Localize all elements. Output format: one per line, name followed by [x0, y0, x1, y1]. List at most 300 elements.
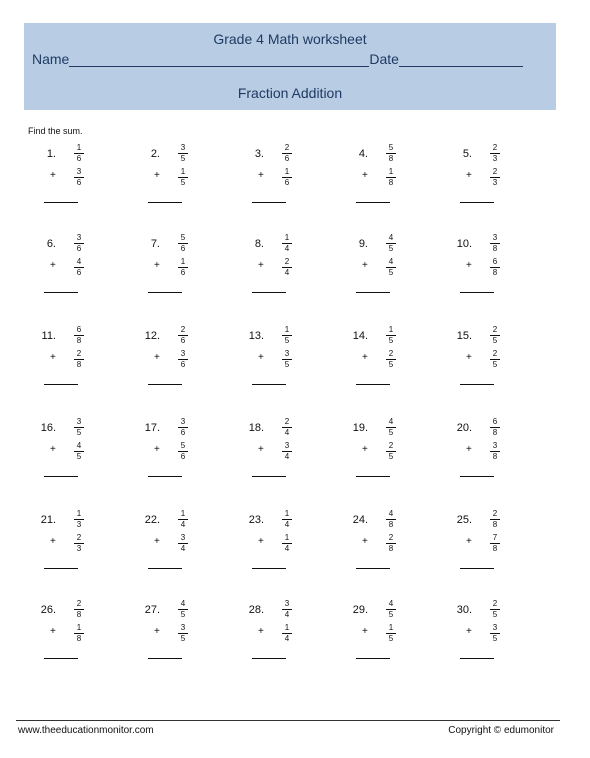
denominator: 5: [388, 610, 394, 619]
problem-item: [440, 233, 510, 308]
answer-line[interactable]: [148, 568, 182, 569]
first-fraction: [176, 510, 190, 529]
answer-line[interactable]: [460, 202, 494, 203]
first-fraction: [488, 234, 502, 253]
denominator: 6: [76, 154, 82, 163]
first-fraction: [384, 600, 398, 619]
answer-line[interactable]: [44, 384, 78, 385]
answer-line[interactable]: [44, 658, 78, 659]
numerator: 1: [284, 509, 290, 518]
plus-sign: +: [258, 444, 264, 455]
problem-number: 7.: [150, 238, 160, 250]
numerator: 2: [284, 417, 290, 426]
problem-number: 19.: [352, 422, 368, 434]
denominator: 6: [284, 178, 290, 187]
denominator: 4: [284, 610, 290, 619]
numerator: 3: [284, 599, 290, 608]
denominator: 4: [284, 428, 290, 437]
numerator: 4: [180, 599, 186, 608]
problem-number: 6.: [46, 238, 56, 250]
numerator: 3: [180, 349, 186, 358]
plus-sign: +: [466, 626, 472, 637]
numerator: 6: [492, 257, 498, 266]
first-fraction: [280, 510, 294, 529]
answer-line[interactable]: [252, 384, 286, 385]
second-fraction: [488, 534, 502, 553]
problem-item: [128, 599, 198, 674]
numerator: 2: [284, 257, 290, 266]
name-label: Name: [32, 51, 70, 67]
plus-sign: +: [50, 444, 56, 455]
denominator: 5: [492, 610, 498, 619]
plus-sign: +: [362, 444, 368, 455]
answer-line[interactable]: [356, 384, 390, 385]
name-field[interactable]: [69, 52, 369, 67]
problem-number: 8.: [254, 238, 264, 250]
first-fraction: [384, 234, 398, 253]
denominator: 6: [180, 336, 186, 345]
answer-line[interactable]: [252, 658, 286, 659]
denominator: 6: [76, 178, 82, 187]
problem-item: [128, 325, 198, 400]
first-fraction: [488, 600, 502, 619]
problem-number: 10.: [456, 238, 472, 250]
problem-number: 3.: [254, 148, 264, 160]
second-fraction: [72, 534, 86, 553]
problem-number: 13.: [248, 330, 264, 342]
denominator: 8: [388, 178, 394, 187]
denominator: 4: [284, 544, 290, 553]
numerator: 3: [180, 623, 186, 632]
denominator: 8: [388, 154, 394, 163]
second-fraction: [384, 350, 398, 369]
date-label: Date: [369, 51, 399, 67]
denominator: 4: [284, 268, 290, 277]
answer-line[interactable]: [148, 658, 182, 659]
numerator: 2: [388, 441, 394, 450]
denominator: 5: [180, 634, 186, 643]
denominator: 5: [76, 428, 82, 437]
problem-item: [128, 233, 198, 308]
first-fraction: [72, 600, 86, 619]
answer-line[interactable]: [356, 658, 390, 659]
denominator: 8: [76, 360, 82, 369]
problem-number: 11.: [41, 330, 56, 342]
numerator: 3: [180, 417, 186, 426]
numerator: 2: [76, 533, 82, 542]
numerator: 2: [492, 167, 498, 176]
numerator: 1: [284, 233, 290, 242]
plus-sign: +: [362, 170, 368, 181]
answer-line[interactable]: [148, 202, 182, 203]
numerator: 4: [388, 599, 394, 608]
problem-item: [128, 509, 198, 584]
numerator: 2: [284, 143, 290, 152]
answer-line[interactable]: [356, 202, 390, 203]
answer-line[interactable]: [460, 568, 494, 569]
denominator: 5: [492, 360, 498, 369]
plus-sign: +: [154, 626, 160, 637]
denominator: 8: [492, 244, 498, 253]
numerator: 1: [388, 623, 394, 632]
plus-sign: +: [50, 536, 56, 547]
numerator: 2: [180, 325, 186, 334]
denominator: 6: [76, 268, 82, 277]
numerator: 7: [492, 533, 498, 542]
worksheet-header: [24, 23, 556, 110]
numerator: 1: [388, 167, 394, 176]
answer-line[interactable]: [460, 384, 494, 385]
numerator: 1: [76, 509, 82, 518]
numerator: 4: [76, 441, 82, 450]
problem-item: [336, 417, 406, 492]
first-fraction: [72, 418, 86, 437]
denominator: 5: [492, 336, 498, 345]
worksheet-title: Grade 4 Math worksheet: [213, 31, 367, 47]
first-fraction: [72, 326, 86, 345]
denominator: 8: [76, 336, 82, 345]
numerator: 4: [388, 257, 394, 266]
plus-sign: +: [50, 626, 56, 637]
second-fraction: [176, 534, 190, 553]
denominator: 3: [492, 178, 498, 187]
numerator: 2: [492, 143, 498, 152]
first-fraction: [176, 234, 190, 253]
first-fraction: [280, 326, 294, 345]
numerator: 2: [492, 325, 498, 334]
plus-sign: +: [258, 170, 264, 181]
problem-number: 12.: [144, 330, 160, 342]
problem-item: [24, 509, 94, 584]
second-fraction: [280, 350, 294, 369]
first-fraction: [384, 418, 398, 437]
problem-item: [232, 509, 302, 584]
numerator: 3: [180, 143, 186, 152]
plus-sign: +: [362, 626, 368, 637]
problem-number: 27.: [144, 604, 160, 616]
answer-line[interactable]: [356, 568, 390, 569]
answer-line[interactable]: [460, 292, 494, 293]
denominator: 4: [180, 544, 186, 553]
denominator: 8: [76, 634, 82, 643]
denominator: 4: [284, 634, 290, 643]
instruction-text: Find the sum.: [28, 126, 83, 136]
answer-line[interactable]: [252, 202, 286, 203]
numerator: 4: [388, 233, 394, 242]
problem-item: [336, 233, 406, 308]
second-fraction: [280, 534, 294, 553]
numerator: 1: [180, 509, 186, 518]
denominator: 8: [76, 610, 82, 619]
denominator: 6: [180, 268, 186, 277]
answer-line[interactable]: [252, 292, 286, 293]
problem-item: [440, 325, 510, 400]
plus-sign: +: [466, 536, 472, 547]
second-fraction: [384, 624, 398, 643]
problem-number: 18.: [248, 422, 264, 434]
plus-sign: +: [258, 352, 264, 363]
problem-number: 16.: [40, 422, 56, 434]
first-fraction: [384, 144, 398, 163]
plus-sign: +: [258, 536, 264, 547]
footer-website: www.theeducationmonitor.com: [18, 725, 154, 736]
answer-line[interactable]: [460, 476, 494, 477]
denominator: 5: [180, 178, 186, 187]
denominator: 5: [284, 336, 290, 345]
numerator: 3: [492, 441, 498, 450]
numerator: 2: [388, 533, 394, 542]
denominator: 5: [388, 360, 394, 369]
problem-number: 14.: [352, 330, 368, 342]
denominator: 4: [284, 452, 290, 461]
denominator: 5: [388, 336, 394, 345]
numerator: 4: [388, 509, 394, 518]
answer-line[interactable]: [356, 476, 390, 477]
numerator: 1: [284, 623, 290, 632]
answer-line[interactable]: [356, 292, 390, 293]
problem-number: 26.: [40, 604, 56, 616]
problem-number: 30.: [456, 604, 472, 616]
plus-sign: +: [258, 260, 264, 271]
second-fraction: [72, 442, 86, 461]
numerator: 1: [284, 167, 290, 176]
plus-sign: +: [466, 352, 472, 363]
second-fraction: [280, 168, 294, 187]
denominator: 6: [76, 244, 82, 253]
problem-number: 25.: [456, 514, 472, 526]
problem-item: [336, 325, 406, 400]
answer-line[interactable]: [148, 384, 182, 385]
name-date-row: [32, 51, 548, 67]
answer-line[interactable]: [252, 568, 286, 569]
problem-number: 22.: [144, 514, 160, 526]
denominator: 8: [388, 544, 394, 553]
first-fraction: [280, 418, 294, 437]
first-fraction: [488, 418, 502, 437]
denominator: 3: [76, 520, 82, 529]
plus-sign: +: [362, 352, 368, 363]
problem-number: 24.: [352, 514, 368, 526]
answer-line[interactable]: [44, 568, 78, 569]
problem-number: 20.: [456, 422, 472, 434]
problem-number: 28.: [248, 604, 264, 616]
plus-sign: +: [154, 170, 160, 181]
numerator: 2: [492, 599, 498, 608]
plus-sign: +: [50, 170, 56, 181]
numerator: 5: [180, 441, 186, 450]
plus-sign: +: [50, 352, 56, 363]
problem-number: 9.: [358, 238, 368, 250]
answer-line[interactable]: [148, 292, 182, 293]
numerator: 1: [284, 325, 290, 334]
denominator: 4: [180, 520, 186, 529]
problem-number: 17.: [144, 422, 160, 434]
answer-line[interactable]: [44, 202, 78, 203]
second-fraction: [72, 258, 86, 277]
problem-number: 29.: [352, 604, 368, 616]
numerator: 2: [76, 349, 82, 358]
second-fraction: [384, 258, 398, 277]
problem-item: [440, 143, 510, 218]
first-fraction: [280, 144, 294, 163]
first-fraction: [280, 600, 294, 619]
denominator: 3: [492, 154, 498, 163]
plus-sign: +: [50, 260, 56, 271]
first-fraction: [488, 510, 502, 529]
problem-number: 1.: [46, 148, 56, 160]
plus-sign: +: [466, 260, 472, 271]
denominator: 6: [180, 428, 186, 437]
numerator: 1: [76, 143, 82, 152]
second-fraction: [488, 442, 502, 461]
answer-line[interactable]: [460, 658, 494, 659]
second-fraction: [72, 624, 86, 643]
problem-number: 5.: [462, 148, 472, 160]
numerator: 4: [388, 417, 394, 426]
plus-sign: +: [154, 444, 160, 455]
first-fraction: [488, 326, 502, 345]
denominator: 8: [492, 268, 498, 277]
footer-copyright: Copyright © edumonitor: [448, 725, 554, 736]
first-fraction: [384, 510, 398, 529]
second-fraction: [176, 258, 190, 277]
first-fraction: [176, 418, 190, 437]
plus-sign: +: [466, 444, 472, 455]
denominator: 5: [76, 452, 82, 461]
second-fraction: [176, 350, 190, 369]
denominator: 5: [388, 428, 394, 437]
problem-number: 2.: [150, 148, 160, 160]
problem-item: [232, 233, 302, 308]
denominator: 5: [388, 452, 394, 461]
plus-sign: +: [362, 260, 368, 271]
numerator: 3: [76, 417, 82, 426]
second-fraction: [280, 624, 294, 643]
worksheet-subtitle: Fraction Addition: [237, 85, 343, 101]
second-fraction: [488, 258, 502, 277]
first-fraction: [176, 600, 190, 619]
numerator: 2: [492, 509, 498, 518]
problem-item: [440, 417, 510, 492]
denominator: 6: [180, 244, 186, 253]
numerator: 2: [388, 349, 394, 358]
problem-item: [336, 599, 406, 674]
numerator: 5: [180, 233, 186, 242]
first-fraction: [72, 510, 86, 529]
second-fraction: [488, 624, 502, 643]
first-fraction: [72, 234, 86, 253]
problem-item: [24, 233, 94, 308]
problem-item: [232, 143, 302, 218]
numerator: 3: [492, 623, 498, 632]
denominator: 6: [180, 360, 186, 369]
denominator: 5: [492, 634, 498, 643]
second-fraction: [72, 350, 86, 369]
first-fraction: [280, 234, 294, 253]
answer-line[interactable]: [44, 476, 78, 477]
numerator: 1: [76, 623, 82, 632]
problem-item: [232, 417, 302, 492]
second-fraction: [384, 534, 398, 553]
second-fraction: [72, 168, 86, 187]
denominator: 5: [180, 154, 186, 163]
denominator: 5: [388, 244, 394, 253]
denominator: 6: [284, 154, 290, 163]
second-fraction: [280, 258, 294, 277]
first-fraction: [72, 144, 86, 163]
plus-sign: +: [154, 536, 160, 547]
denominator: 8: [492, 428, 498, 437]
denominator: 4: [284, 244, 290, 253]
problem-item: [440, 599, 510, 674]
numerator: 3: [284, 441, 290, 450]
problem-item: [336, 143, 406, 218]
answer-line[interactable]: [252, 476, 286, 477]
problem-number: 4.: [358, 148, 368, 160]
problem-item: [128, 143, 198, 218]
plus-sign: +: [362, 536, 368, 547]
numerator: 3: [180, 533, 186, 542]
problem-item: [440, 509, 510, 584]
denominator: 6: [180, 452, 186, 461]
numerator: 2: [76, 599, 82, 608]
denominator: 8: [492, 520, 498, 529]
second-fraction: [176, 442, 190, 461]
answer-line[interactable]: [44, 292, 78, 293]
numerator: 3: [284, 349, 290, 358]
answer-line[interactable]: [148, 476, 182, 477]
first-fraction: [176, 144, 190, 163]
plus-sign: +: [154, 352, 160, 363]
problem-item: [24, 417, 94, 492]
denominator: 5: [284, 360, 290, 369]
denominator: 5: [180, 610, 186, 619]
numerator: 3: [76, 233, 82, 242]
problem-item: [232, 599, 302, 674]
denominator: 5: [388, 268, 394, 277]
numerator: 3: [76, 167, 82, 176]
problem-item: [24, 143, 94, 218]
numerator: 6: [76, 325, 82, 334]
problem-item: [336, 509, 406, 584]
problem-number: 23.: [248, 514, 264, 526]
denominator: 8: [492, 544, 498, 553]
problem-number: 21.: [40, 514, 56, 526]
numerator: 1: [284, 533, 290, 542]
problem-item: [128, 417, 198, 492]
numerator: 2: [492, 349, 498, 358]
problem-item: [232, 325, 302, 400]
first-fraction: [488, 144, 502, 163]
plus-sign: +: [154, 260, 160, 271]
problem-item: [24, 599, 94, 674]
first-fraction: [176, 326, 190, 345]
first-fraction: [384, 326, 398, 345]
denominator: 3: [76, 544, 82, 553]
plus-sign: +: [258, 626, 264, 637]
footer-divider: [16, 720, 560, 721]
numerator: 1: [180, 257, 186, 266]
numerator: 4: [76, 257, 82, 266]
second-fraction: [384, 442, 398, 461]
date-field[interactable]: [399, 52, 523, 67]
denominator: 5: [388, 634, 394, 643]
second-fraction: [488, 168, 502, 187]
second-fraction: [176, 624, 190, 643]
second-fraction: [488, 350, 502, 369]
second-fraction: [280, 442, 294, 461]
numerator: 3: [492, 233, 498, 242]
